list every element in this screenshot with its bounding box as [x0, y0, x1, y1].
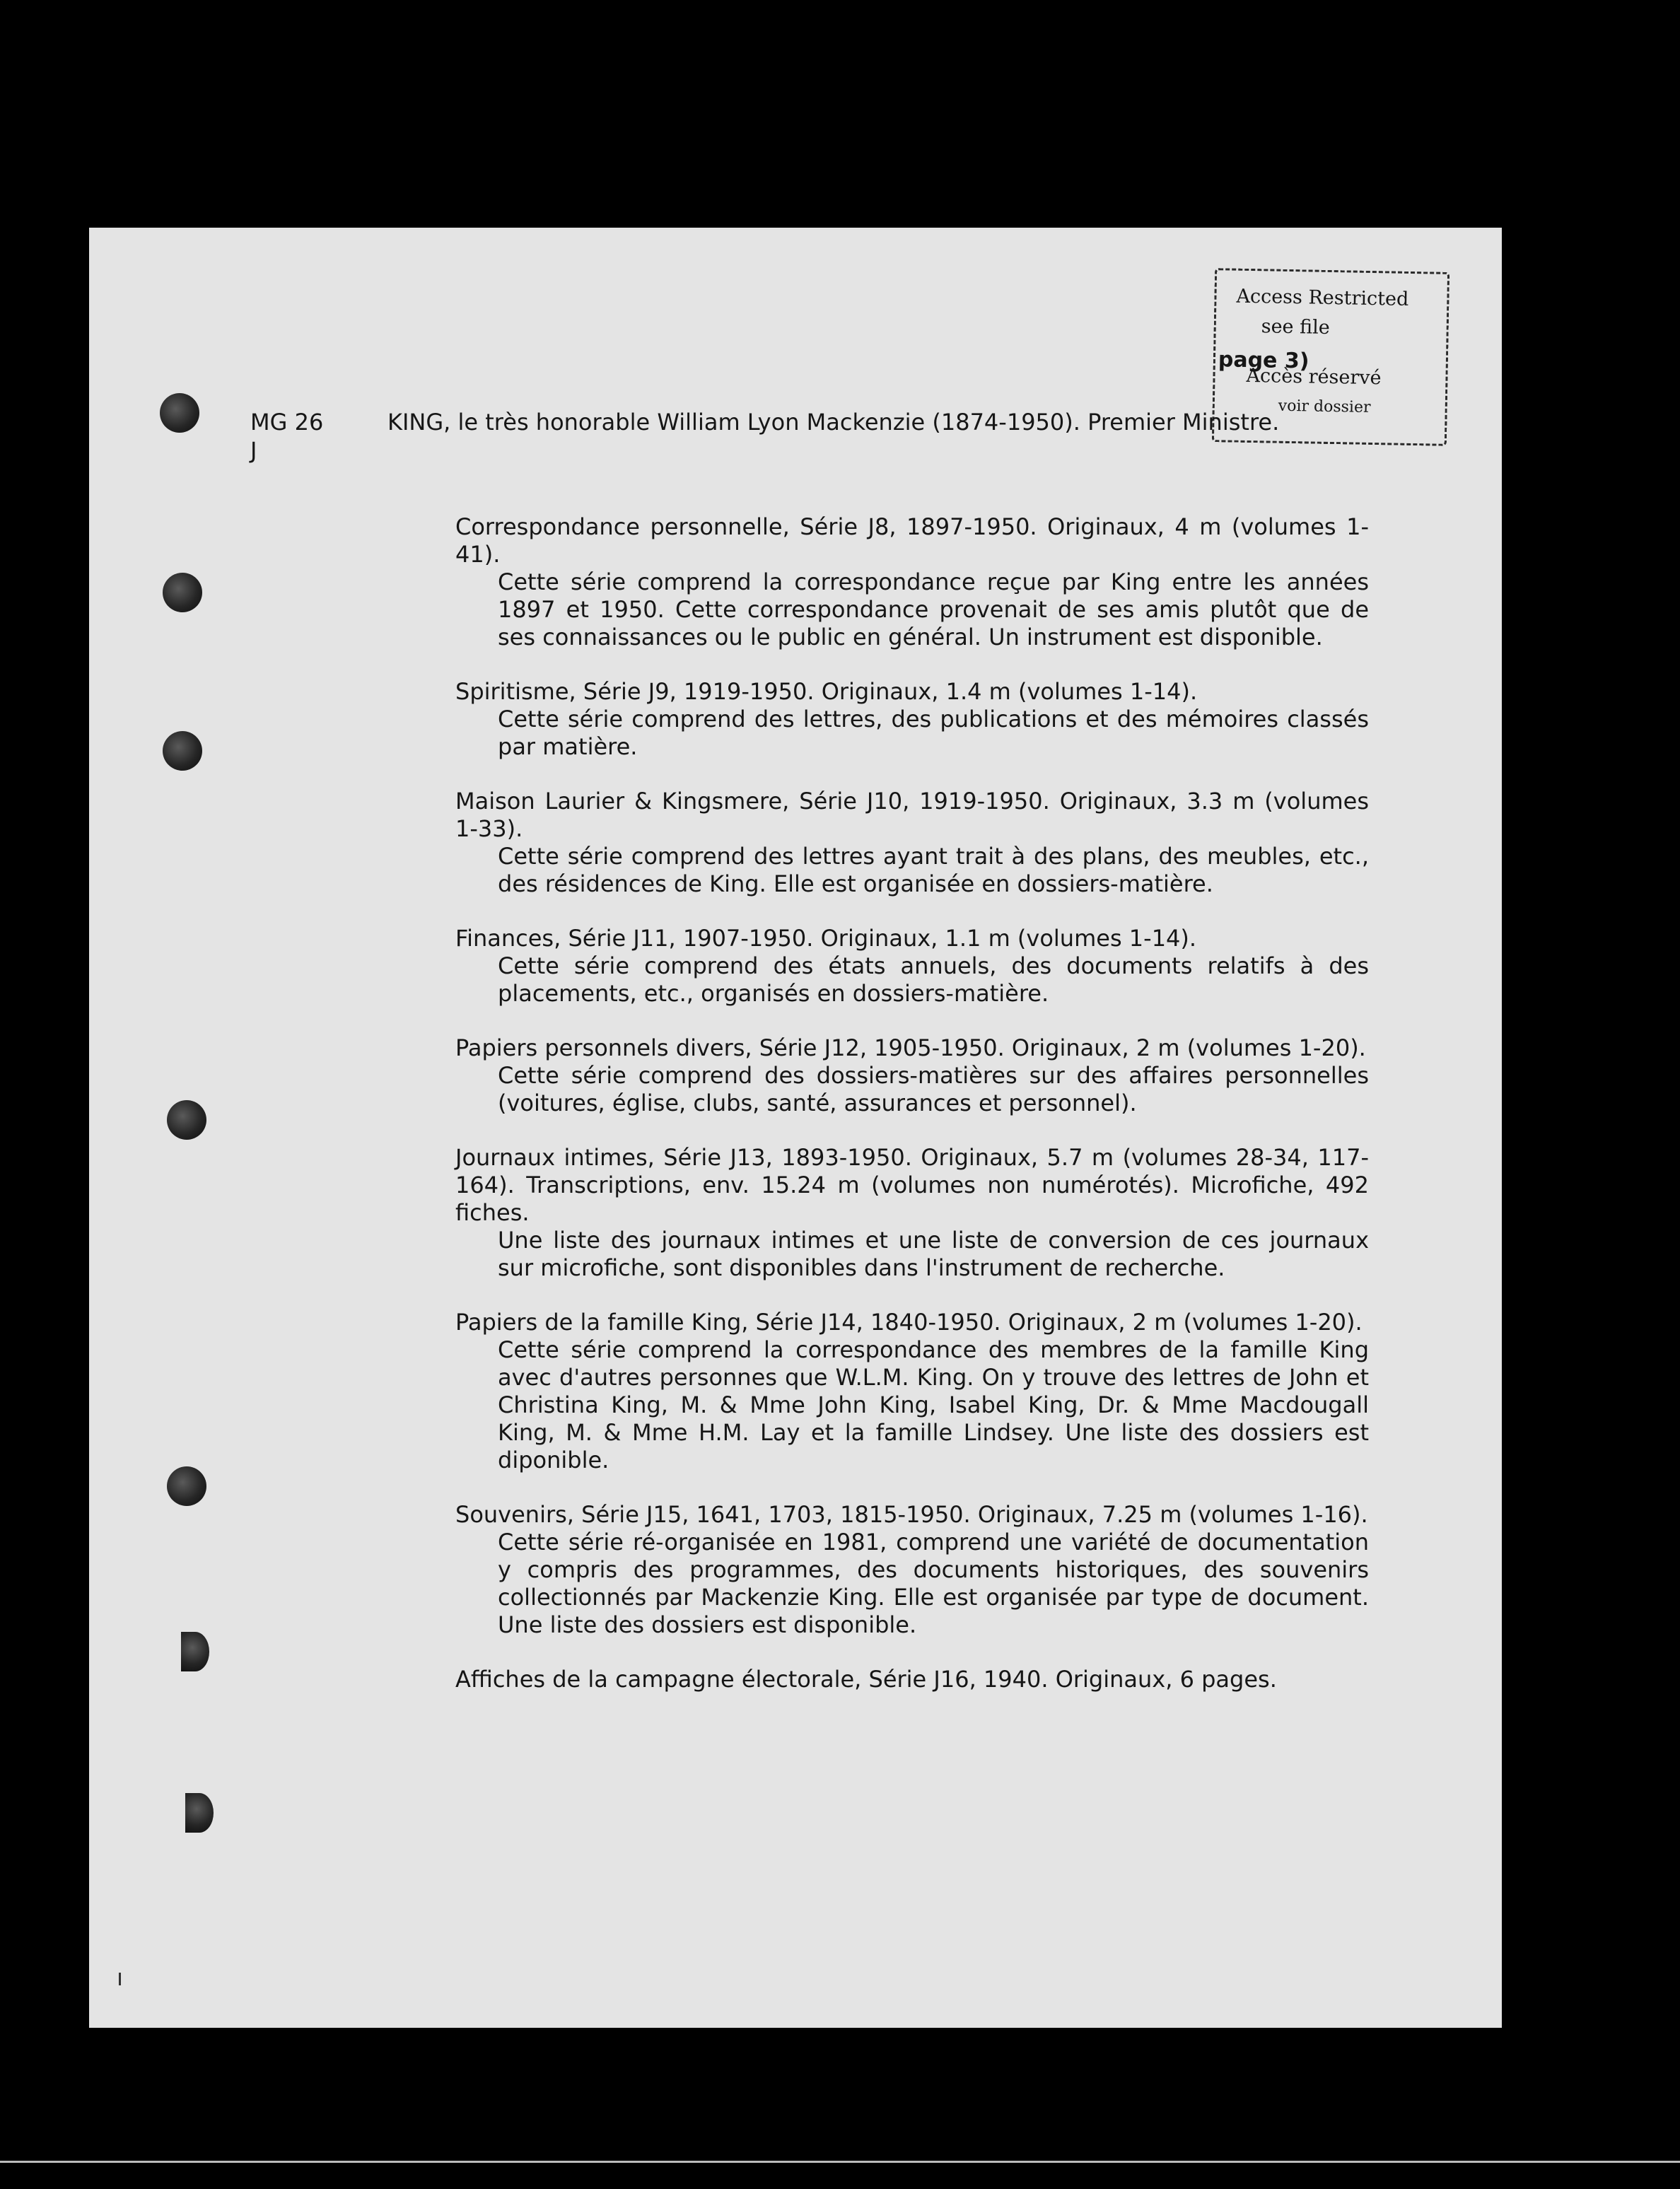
series-heading: Affiches de la campagne électorale, Série J16, 1940. Originaux, 6 pages.	[455, 1666, 1277, 1693]
series-entry	[455, 788, 1369, 898]
binder-hole-3	[163, 731, 202, 771]
series-entry	[455, 1034, 1369, 1117]
stamp-line-4: Accès réservé	[1246, 364, 1382, 390]
series-entry	[455, 1666, 1369, 1693]
binder-hole-7	[185, 1793, 214, 1833]
series-entry	[455, 1501, 1369, 1639]
scan-edge-line	[0, 2161, 1680, 2163]
stamp-line-5: voir dossier	[1278, 397, 1371, 416]
fonds-subcode: J	[250, 437, 257, 464]
series-heading: Journaux intimes, Série J13, 1893-1950. Originaux, 5.7 m (volumes 28-34, 117-164). Transcriptions, env. 15.24 m (volumes non numérotés). Microfiche, 492 fiches.	[455, 1144, 1369, 1226]
series-entry	[455, 1144, 1369, 1282]
binder-hole-5	[167, 1466, 206, 1506]
series-description: Cette série comprend des lettres ayant trait à des plans, des meubles, etc., des résidences de King. Elle est organisée en dossiers-matière.	[498, 843, 1369, 897]
series-description: Cette série comprend la correspondance reçue par King entre les années 1897 et 1950. Cette correspondance provenait de ses amis plutôt que de ses connaissances ou le public en général. Un instrument est disponible.	[498, 568, 1369, 650]
fonds-title: KING, le très honorable William Lyon Mackenzie (1874-1950). Premier Ministre.	[387, 409, 1280, 436]
stamp-line-2: see file	[1261, 315, 1331, 339]
series-description: Cette série comprend des dossiers-matières sur des affaires personnelles (voitures, église, clubs, santé, assurances et personnel).	[498, 1062, 1369, 1116]
series-list	[455, 513, 1369, 1720]
margin-mark	[119, 1973, 121, 1985]
binder-hole-6	[181, 1632, 209, 1671]
binder-hole-4	[167, 1100, 206, 1140]
series-description: Cette série comprend des lettres, des publications et des mémoires classés par matière.	[498, 706, 1369, 760]
series-description: Cette série comprend des états annuels, des documents relatifs à des placements, etc., organisés en dossiers-matière.	[498, 952, 1369, 1007]
series-description: Cette série comprend la correspondance des membres de la famille King avec d'autres personnes que W.L.M. King. On y trouve des lettres de John et Christina King, M. & Mme John King, Isabel King, Dr. & Mme Macdougall King, M. & Mme H.M. Lay et la famille Lindsey. Une liste des dossiers est diponible.	[498, 1336, 1369, 1473]
series-heading: Papiers de la famille King, Série J14, 1840-1950. Originaux, 2 m (volumes 1-20).	[455, 1309, 1363, 1336]
series-description: Cette série ré-organisée en 1981, comprend une variété de documentation y compris des programmes, des documents historiques, des souvenirs collectionnés par Mackenzie King. Elle est organisée par type de document. Une liste des dossiers est disponible.	[498, 1529, 1369, 1638]
fonds-code: MG 26	[250, 409, 324, 436]
series-heading: Correspondance personnelle, Série J8, 1897-1950. Originaux, 4 m (volumes 1-41).	[455, 513, 1369, 568]
binder-hole-1	[160, 393, 199, 433]
series-entry	[455, 1309, 1369, 1474]
series-entry	[455, 678, 1369, 761]
binder-hole-2	[163, 573, 202, 612]
stamp-line-1: Access Restricted	[1236, 285, 1409, 310]
series-heading: Souvenirs, Série J15, 1641, 1703, 1815-1950. Originaux, 7.25 m (volumes 1-16).	[455, 1501, 1368, 1528]
stamp-line-3: page 3)	[1218, 347, 1309, 374]
series-heading: Finances, Série J11, 1907-1950. Originaux, 1.1 m (volumes 1-14).	[455, 925, 1197, 952]
series-heading: Spiritisme, Série J9, 1919-1950. Originaux, 1.4 m (volumes 1-14).	[455, 678, 1198, 705]
series-heading: Maison Laurier & Kingsmere, Série J10, 1919-1950. Originaux, 3.3 m (volumes 1-33).	[455, 788, 1369, 842]
series-heading: Papiers personnels divers, Série J12, 1905-1950. Originaux, 2 m (volumes 1-20).	[455, 1034, 1366, 1061]
series-entry	[455, 513, 1369, 651]
series-entry	[455, 925, 1369, 1008]
series-description: Une liste des journaux intimes et une liste de conversion de ces journaux sur microfiche, sont disponibles dans l'instrument de recherche.	[498, 1227, 1369, 1281]
